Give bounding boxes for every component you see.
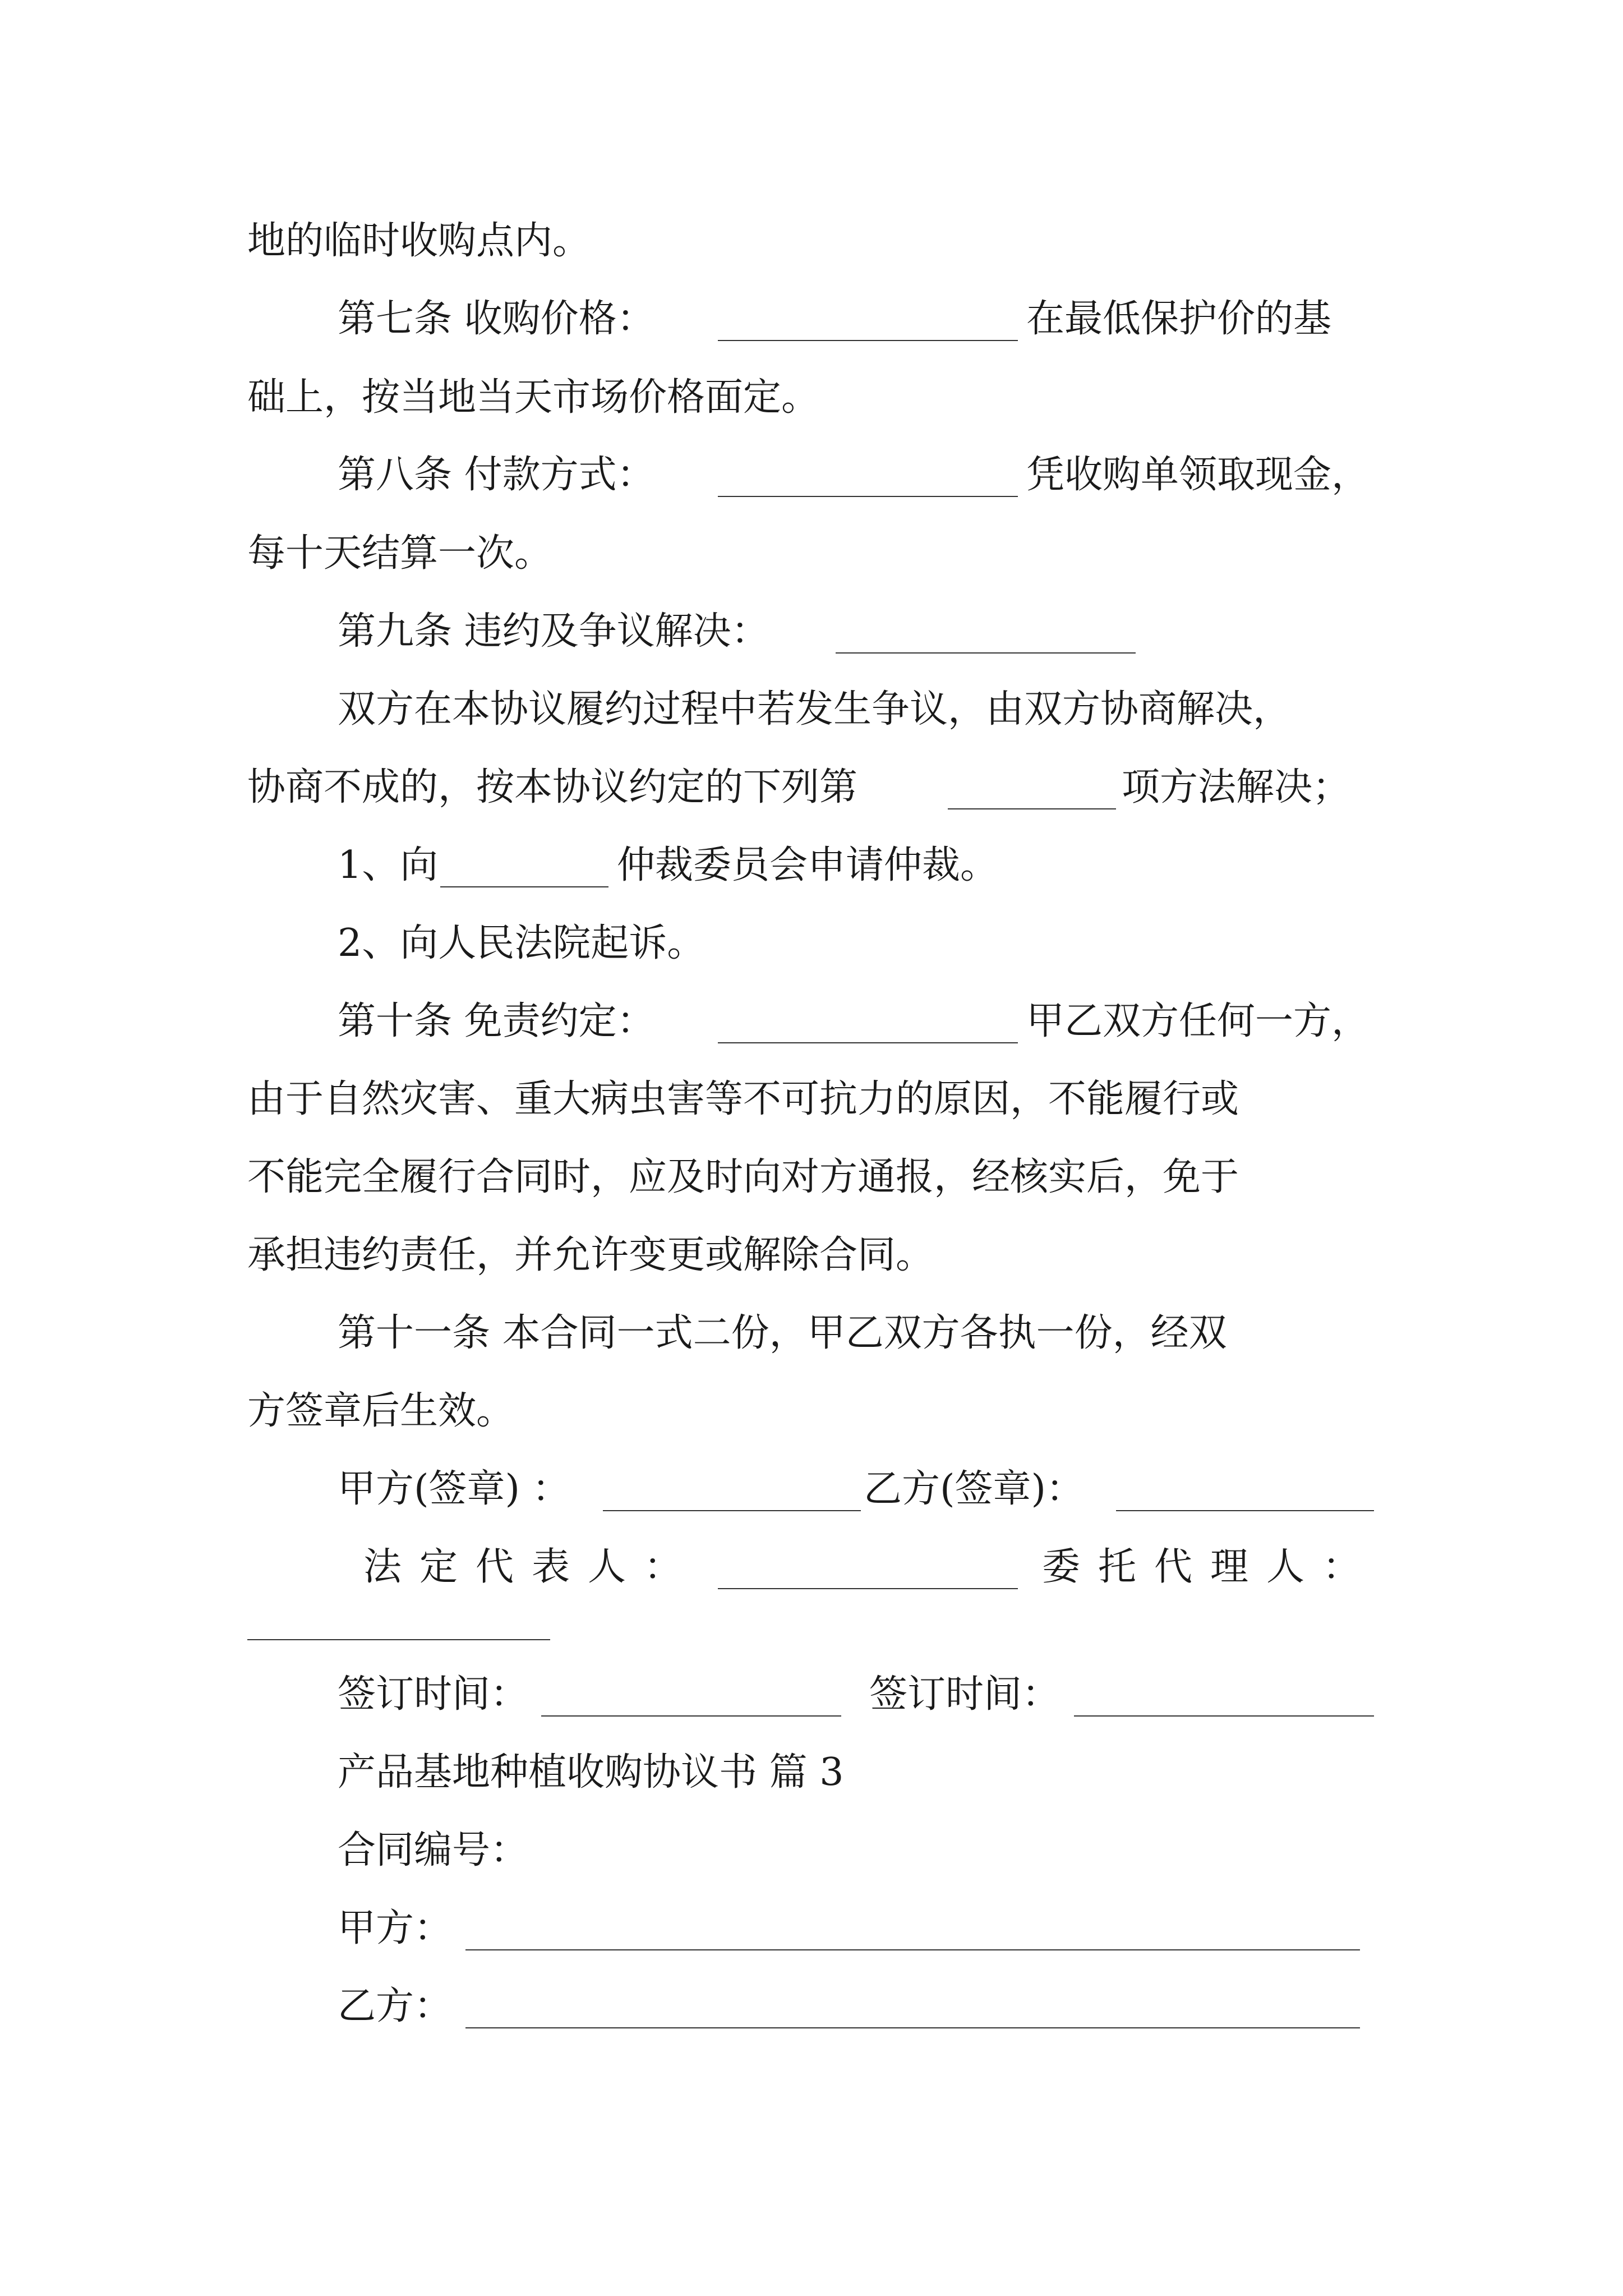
article-7-label: 第七条 收购价格： xyxy=(338,297,655,341)
representative-row xyxy=(0,1536,1623,1598)
price-blank xyxy=(718,340,1018,341)
section-title-line xyxy=(0,1742,1623,1803)
contract-number-label: 合同编号： xyxy=(338,1828,529,1872)
article-7 xyxy=(0,288,1623,350)
option-1 xyxy=(0,835,1623,896)
text-line xyxy=(0,210,1623,272)
sign-time-b-label: 签订时间： xyxy=(869,1672,1061,1717)
arbitration-blank xyxy=(440,886,608,887)
text-line: 每十天结算一次。 xyxy=(247,531,553,576)
exemption-blank xyxy=(718,1042,1018,1043)
article-9 xyxy=(0,601,1623,662)
agent-blank xyxy=(247,1639,550,1640)
dispute-blank xyxy=(836,652,1136,654)
article-8-label: 第八条 付款方式： xyxy=(338,453,655,497)
party-a-sign-blank xyxy=(603,1510,861,1511)
text-line xyxy=(0,1225,1623,1286)
text-line: 方签章后生效。 xyxy=(247,1389,515,1433)
text-line: 由于自然灾害、重大病虫害等不可抗力的原因，不能履行或 xyxy=(247,1077,1239,1121)
article-11 xyxy=(0,1303,1623,1364)
signature-row xyxy=(0,1458,1623,1520)
text-line xyxy=(0,1069,1623,1130)
article-10 xyxy=(0,991,1623,1052)
agent-label: 委托代理人： xyxy=(1042,1545,1379,1589)
text-line: 地的临时收购点内。 xyxy=(247,219,591,263)
option-1-text: 1、向 xyxy=(338,843,439,887)
text-line xyxy=(0,1381,1623,1442)
article-8-text: 凭收购单领取现金， xyxy=(1026,453,1370,497)
text-line: 础上，按当地当天市场价格面定。 xyxy=(247,375,820,420)
text-line: 承担违约责任，并允许变更或解除合同。 xyxy=(247,1233,934,1277)
article-11-text: 第十一条 本合同一式二份，甲乙双方各执一份，经双 xyxy=(338,1311,1227,1355)
article-9-label: 第九条 违约及争议解决： xyxy=(338,609,769,654)
party-b-label: 乙方： xyxy=(338,1984,453,2028)
method-blank xyxy=(948,808,1116,809)
text-line xyxy=(0,367,1623,429)
party-b-sign-blank xyxy=(1116,1510,1374,1511)
article-7-text: 在最低保护价的基 xyxy=(1026,297,1332,341)
sign-time-a-blank xyxy=(541,1715,841,1717)
option-2-text: 2、向人民法院起诉。 xyxy=(338,921,706,965)
sign-time-a-label: 签订时间： xyxy=(338,1672,529,1717)
party-b-sign-label: 乙方(签章)： xyxy=(864,1467,1085,1511)
option-1-text: 仲裁委员会申请仲裁。 xyxy=(617,843,999,887)
section-title: 产品基地种植收购协议书 篇 3 xyxy=(338,1750,844,1795)
party-a-row xyxy=(0,1898,1623,1959)
text-line xyxy=(0,1147,1623,1208)
party-a-label: 甲方： xyxy=(338,1906,453,1950)
text-line: 协商不成的，按本协议约定的下列第 xyxy=(247,765,858,809)
text-line: 项方法解决； xyxy=(1122,765,1351,809)
text-line xyxy=(0,757,1623,818)
party-a-sign-label: 甲方(签章) ： xyxy=(338,1467,570,1511)
legal-rep-blank xyxy=(718,1588,1018,1589)
party-a-blank xyxy=(465,1949,1360,1950)
party-b-row xyxy=(0,1976,1623,2037)
legal-rep-label: 法定代表人： xyxy=(363,1545,700,1589)
article-10-text: 甲乙双方任何一方， xyxy=(1026,999,1370,1043)
text-line xyxy=(0,679,1623,740)
contract-number-row xyxy=(0,1820,1623,1881)
text-line: 双方在本协议履约过程中若发生争议，由双方协商解决， xyxy=(338,687,1292,731)
article-10-label: 第十条 免责约定： xyxy=(338,999,655,1043)
sign-time-row xyxy=(0,1664,1623,1726)
text-line: 不能完全履行合同时，应及时向对方通报，经核实后，免于 xyxy=(247,1155,1239,1199)
text-line xyxy=(0,523,1623,585)
party-b-blank xyxy=(465,2027,1360,2028)
payment-blank xyxy=(718,496,1018,497)
article-8 xyxy=(0,444,1623,506)
option-2 xyxy=(0,913,1623,974)
sign-time-b-blank xyxy=(1074,1715,1374,1717)
